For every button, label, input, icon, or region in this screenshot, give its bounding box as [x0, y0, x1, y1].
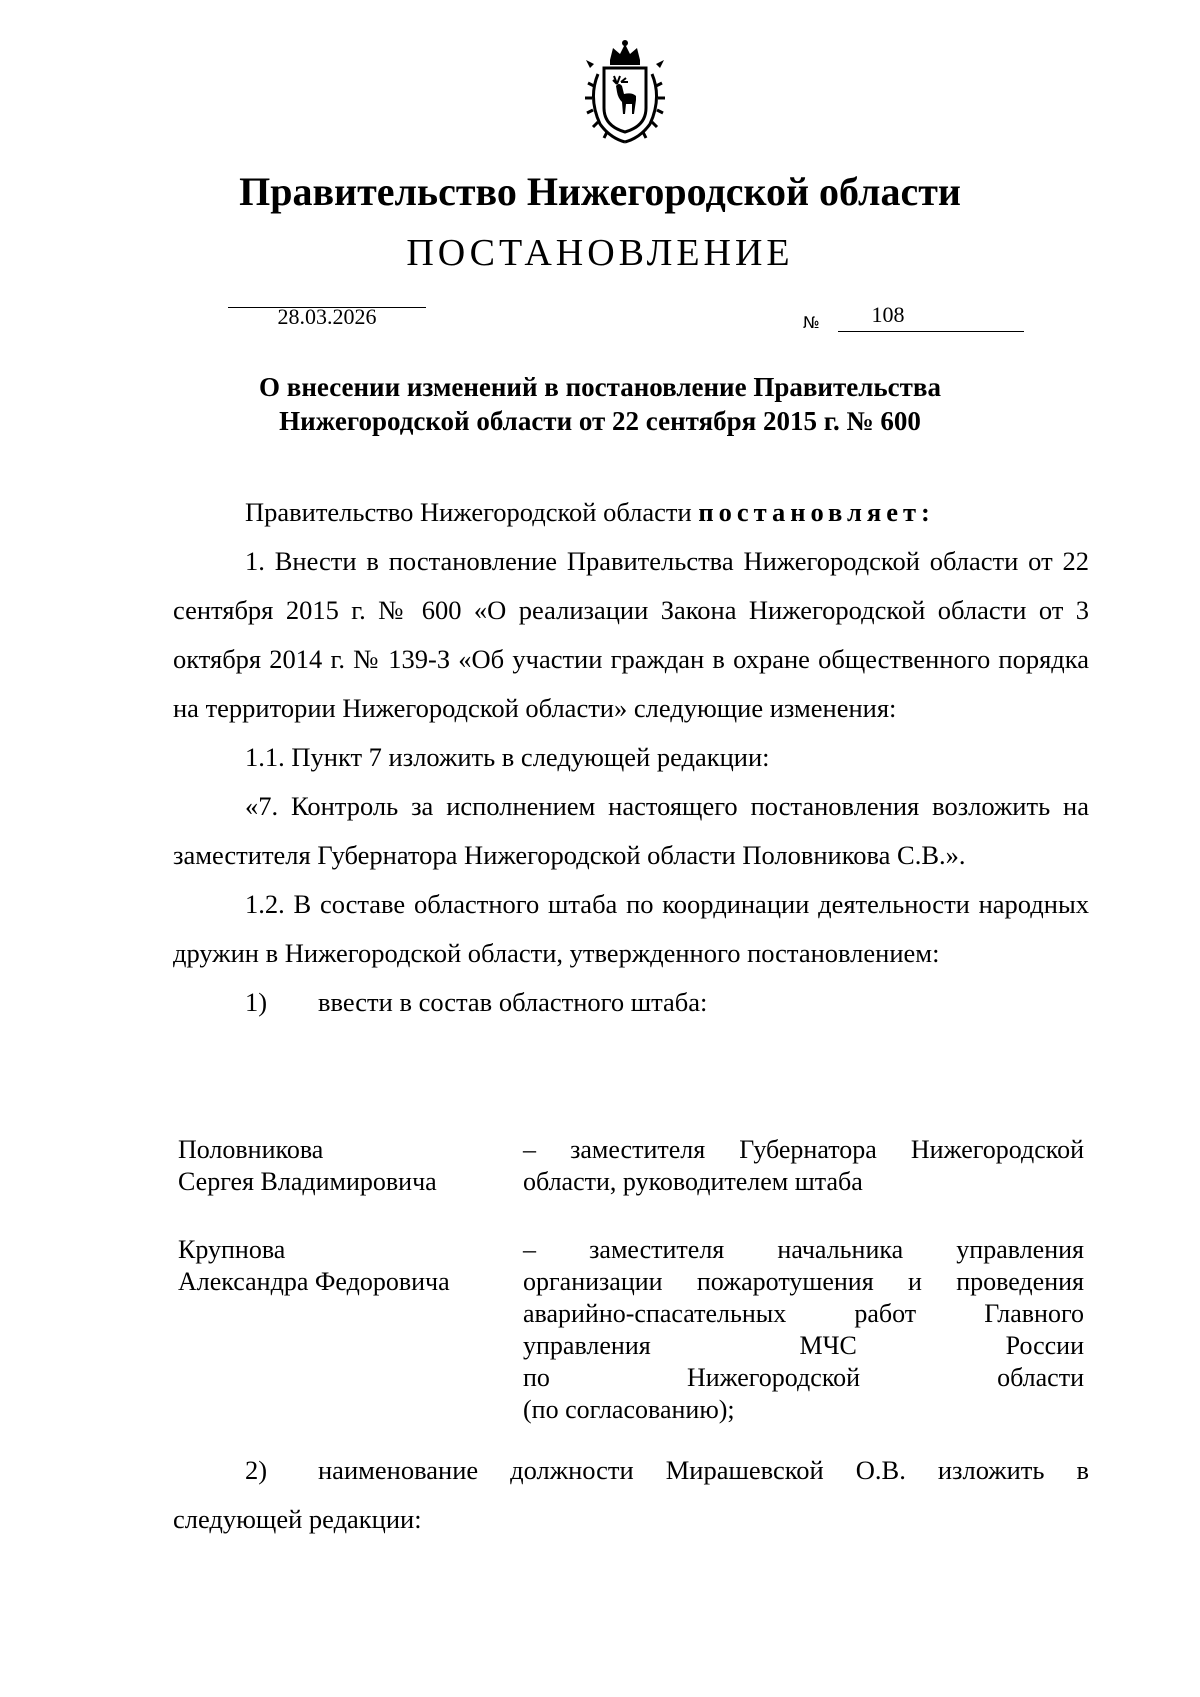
- member-role: [523, 1234, 1084, 1426]
- member-name: [178, 1234, 523, 1426]
- role-line: – заместителя Губернатора Нижегородской: [523, 1135, 1084, 1164]
- member-entry: [178, 1234, 1084, 1426]
- decree-body-bottom: [173, 1446, 1089, 1544]
- item-1-1: 1.1. Пункт 7 изложить в следующей редакции:: [245, 742, 770, 772]
- coat-of-arms-emblem: [570, 38, 680, 150]
- subitem-1-text: ввести в состав областного штаба:: [318, 987, 708, 1017]
- subject-line-1: О внесении изменений в постановление Правительства: [259, 372, 941, 402]
- decree-date: 28.03.2026: [277, 304, 377, 329]
- decree-subject: [0, 370, 1200, 438]
- subitem-1-number: 1): [245, 987, 268, 1017]
- role-line: организации пожаротушения и проведения: [523, 1267, 1084, 1296]
- document-type: ПОСТАНОВЛЕНИЕ: [406, 232, 794, 274]
- government-name: Правительство Нижегородской области: [239, 169, 961, 214]
- member-role: [523, 1134, 1084, 1198]
- member-name: [178, 1134, 523, 1198]
- preamble-verb: постановляет:: [698, 497, 935, 527]
- item-1-1-quote: «7. Контроль за исполнением настоящего постановления возложить на заместителя Губернатора Нижегородской области Половникова С.В.».: [173, 791, 1089, 870]
- role-line: области, руководителем штаба: [523, 1167, 863, 1196]
- member-surname: Половникова: [178, 1135, 324, 1164]
- role-line: (по согласованию);: [523, 1395, 735, 1424]
- member-given-names: Александра Федоровича: [178, 1267, 450, 1296]
- role-line: управления МЧС России: [523, 1331, 1084, 1360]
- subject-line-2: Нижегородской области от 22 сентября 2015 г. № 600: [279, 406, 921, 436]
- member-given-names: Сергея Владимировича: [178, 1167, 437, 1196]
- preamble: [173, 488, 1089, 537]
- decree-body-top: [173, 488, 1089, 1027]
- preamble-text: Правительство Нижегородской области: [245, 497, 699, 527]
- number-underline: [838, 331, 1024, 332]
- subitem-2-number: 2): [245, 1455, 268, 1485]
- subitem-2: [173, 1446, 1089, 1544]
- role-line: по Нижегородской области: [523, 1363, 1084, 1392]
- item-1-2: 1.2. В составе областного штаба по координации деятельности народных дружин в Нижегородской области, утвержденного постановлением:: [173, 889, 1089, 968]
- role-line: аварийно-спасательных работ Главного: [523, 1299, 1084, 1328]
- subitem-1: [173, 978, 1089, 1027]
- number-sign: №: [803, 313, 820, 332]
- nizhny-novgorod-coat-of-arms-icon: [570, 38, 680, 150]
- member-surname: Крупнова: [178, 1235, 286, 1264]
- role-line: – заместителя начальника управления: [523, 1235, 1084, 1264]
- subitem-2-text: наименование должности Мирашевской О.В. изложить в следующей редакции:: [173, 1455, 1089, 1534]
- date-underline: [228, 307, 426, 308]
- item-1: 1. Внести в постановление Правительства Нижегородской области от 22 сентября 2015 г. № 600 «О реализации Закона Нижегородской области от 3 октября 2014 г. № 139-З «Об участии граждан в охране общественного порядка на территории Нижегородской области» следующие изменения:: [173, 546, 1089, 723]
- member-entry: [178, 1134, 1084, 1198]
- decree-number: 108: [871, 302, 905, 327]
